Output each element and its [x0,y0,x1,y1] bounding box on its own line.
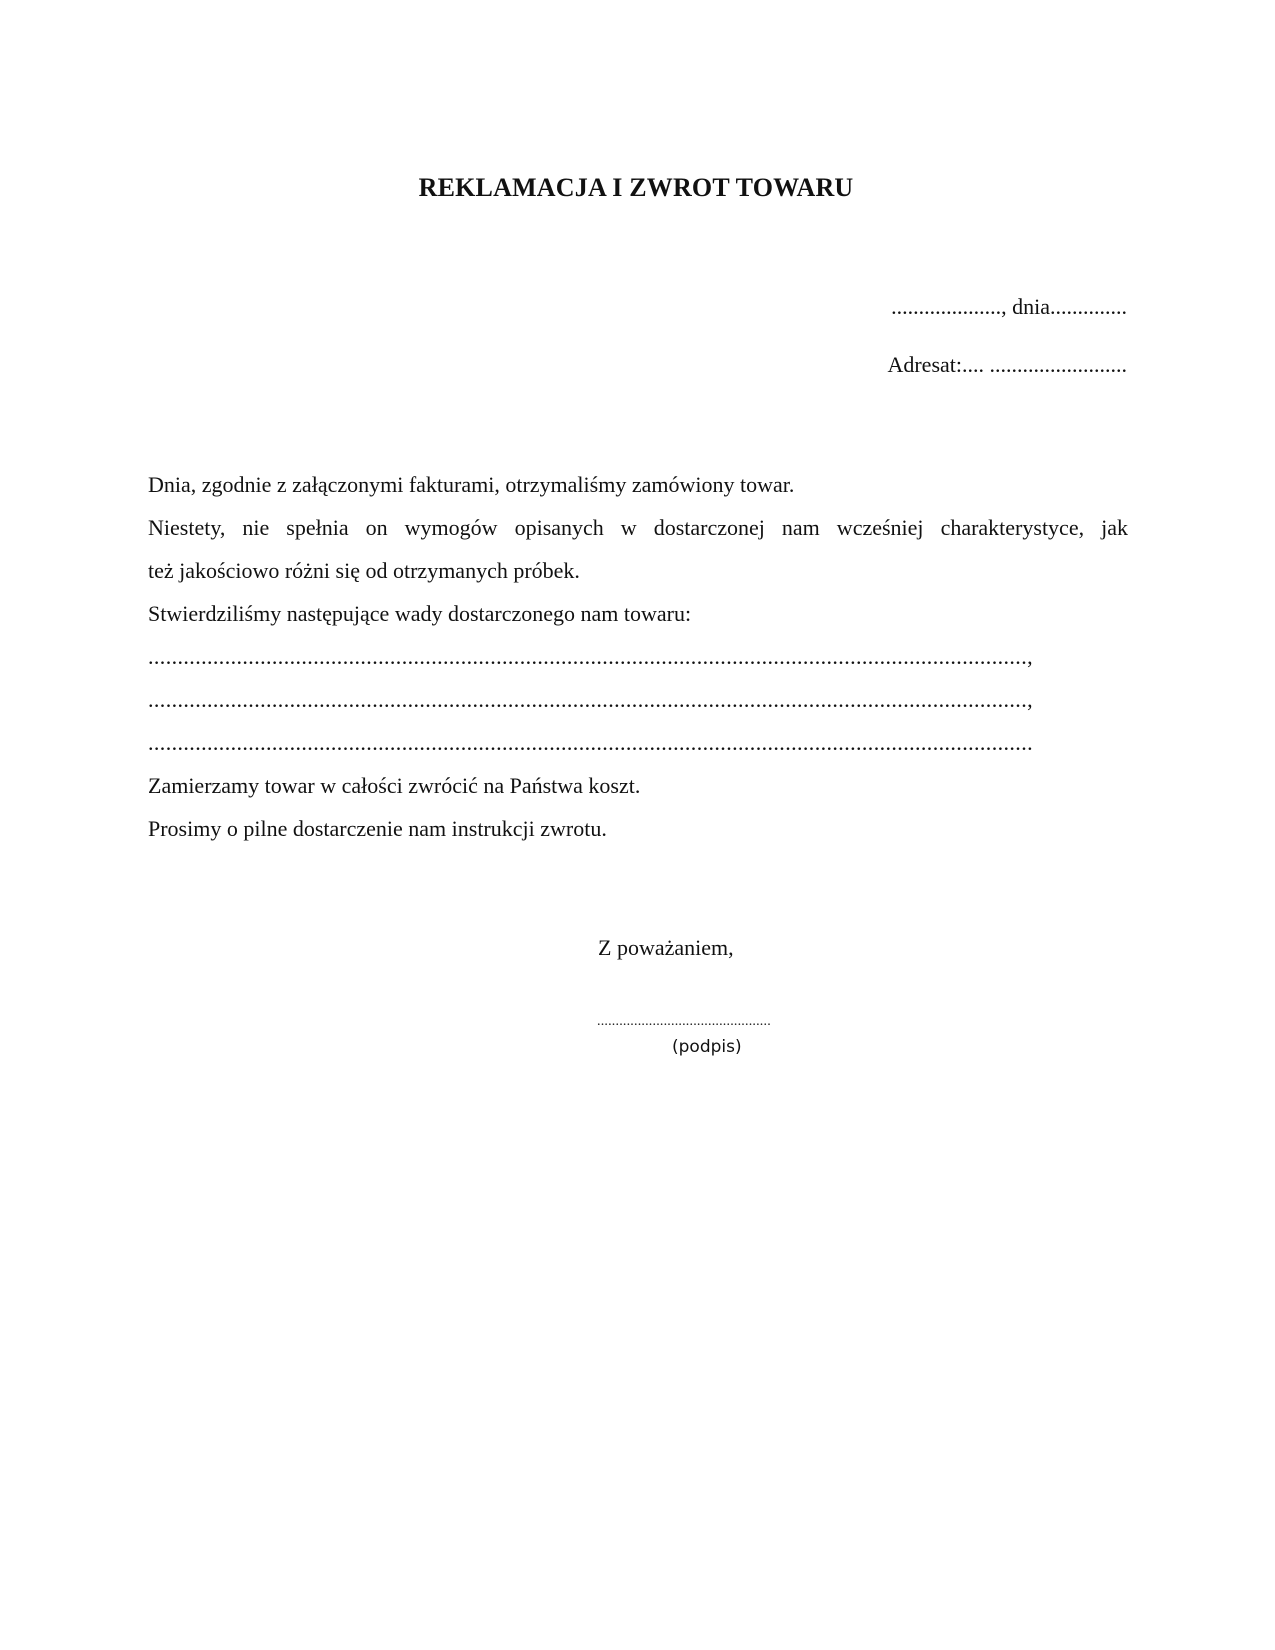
body-paragraph-line: Niestety, nie spełnia on wymogów opisanych w dostarczonej nam wcześniej charakterystyce, jak [148,515,1128,540]
body-paragraph-line: Prosimy o pilne dostarczenie nam instrukcji zwrotu. [148,816,607,841]
document-title [0,173,1275,203]
letter-body [148,463,1128,850]
body-paragraph-line: Zamierzamy towar w całości zwrócić na Państwa koszt. [148,773,641,798]
signature-line: ............................................... [597,1014,771,1029]
body-paragraph-line: Stwierdziliśmy następujące wady dostarczonego nam towaru: [148,601,692,626]
body-paragraph-line: Dnia, zgodnie z załączonymi fakturami, otrzymaliśmy zamówiony towar. [148,472,795,497]
place-date-line: ...................., dnia.............. [891,294,1127,319]
defect-fill-line: ....................................................................................................................................................., [148,644,1033,669]
salutation: Z poważaniem, [598,935,734,960]
defect-fill-line: ...................................................................................................................................................... [148,730,1033,755]
addressee-line: Adresat:.... ......................... [887,352,1127,377]
body-paragraph-line: też jakościowo różni się od otrzymanych próbek. [148,558,580,583]
document-title-text: REKLAMACJA I ZWROT TOWARU [418,173,854,202]
signature-label: (podpis) [672,1037,742,1057]
defect-fill-line: ....................................................................................................................................................., [148,687,1033,712]
